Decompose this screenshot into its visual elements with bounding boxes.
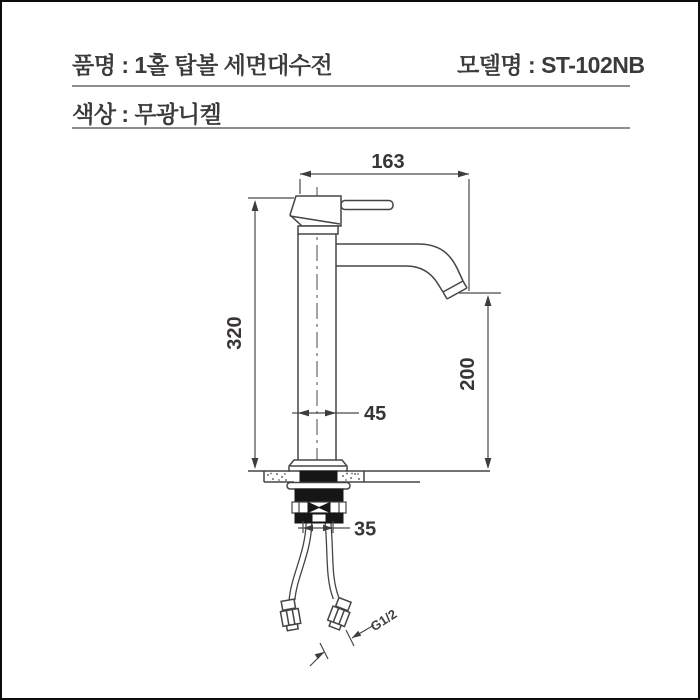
arrowhead-right-icon bbox=[458, 171, 469, 178]
dimension-body-diameter bbox=[292, 403, 386, 425]
lever-handle bbox=[341, 201, 393, 210]
arrowhead-icon bbox=[315, 652, 324, 659]
supply-hoses bbox=[292, 523, 336, 600]
hose-fitting-right bbox=[326, 597, 354, 631]
dim-value-163: 163 bbox=[371, 151, 405, 173]
arrowhead-up-icon bbox=[252, 200, 259, 211]
dim-value-200: 200 bbox=[457, 357, 479, 391]
arrowhead-down-icon bbox=[252, 458, 259, 469]
counter-hatch-left bbox=[267, 473, 287, 481]
faucet-technical-drawing bbox=[2, 2, 700, 700]
model-name-label: 모델명 : ST-102NB bbox=[457, 52, 645, 78]
mounting-hardware bbox=[287, 471, 350, 523]
arrowhead-left-icon bbox=[300, 171, 311, 178]
shank bbox=[300, 471, 337, 484]
dim-value-g12: G1/2 bbox=[367, 606, 400, 635]
cartridge-cap bbox=[290, 196, 341, 226]
arrowhead-icon bbox=[352, 631, 361, 638]
faucet-head bbox=[290, 196, 393, 234]
dim-value-35: 35 bbox=[354, 518, 377, 541]
counter-hatch-right bbox=[342, 473, 360, 481]
base-flange bbox=[289, 460, 347, 471]
dim-value-320: 320 bbox=[224, 316, 246, 350]
rubber-gasket bbox=[295, 489, 343, 502]
counter-surface bbox=[248, 471, 490, 482]
head-collar bbox=[298, 226, 338, 234]
arrowhead-left-icon bbox=[298, 410, 309, 417]
arrowhead-down-icon bbox=[485, 458, 492, 469]
product-name-label: 품명 : 1홀 탑볼 세면대수전 bbox=[72, 52, 333, 78]
arrowhead-up-icon bbox=[485, 295, 492, 306]
spout bbox=[336, 244, 467, 299]
arrowhead-right-icon bbox=[325, 410, 336, 417]
color-label: 색상 : 무광니켈 bbox=[72, 101, 222, 127]
thread-tip bbox=[286, 624, 298, 631]
dimension-spout-height bbox=[457, 293, 501, 469]
spout-outlet bbox=[443, 281, 467, 299]
nut-window bbox=[313, 515, 326, 522]
hose-fitting-left bbox=[279, 599, 302, 632]
dimension-thread-size bbox=[310, 606, 399, 666]
crimp-collar bbox=[281, 599, 295, 610]
dimension-total-height bbox=[224, 198, 294, 469]
dim-value-45: 45 bbox=[364, 403, 387, 425]
washer bbox=[287, 483, 350, 490]
